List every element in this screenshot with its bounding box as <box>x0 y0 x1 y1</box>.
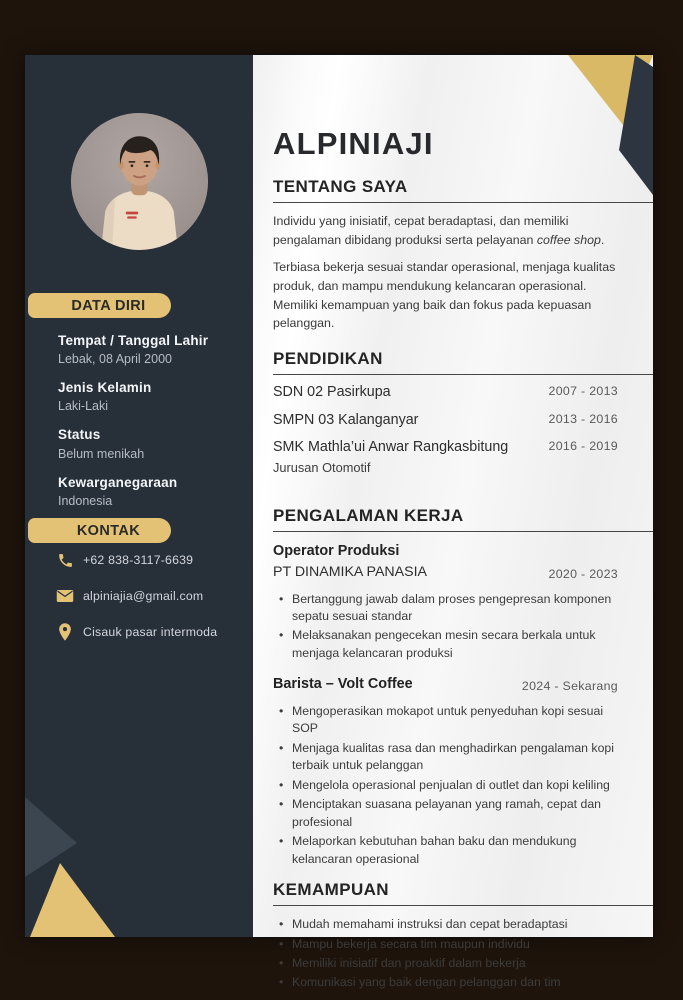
about-paragraph-1: Individu yang inisiatif, cepat beradaptasi, dan memiliki pengalaman dibidang produksi serta pelayanan coffee shop. <box>273 214 605 247</box>
section-heading: TENTANG SAYA <box>273 177 653 203</box>
job-company: PT DINAMIKA PANASIA <box>273 564 428 581</box>
school-name: SMPN 03 Kalanganyar <box>273 411 419 428</box>
detail-value: Lebak, 08 April 2000 <box>58 352 172 367</box>
school-major: Jurusan Otomotif <box>273 460 371 476</box>
detail-label: Kewarganegaraan <box>58 474 178 490</box>
contact-value: Cisauk pasar intermoda <box>83 625 218 639</box>
detail-value: Belum menikah <box>58 446 145 461</box>
contact-item <box>55 550 240 570</box>
sidebar <box>25 55 253 937</box>
contact-value: alpiniajia@gmail.com <box>83 589 204 603</box>
page-title: ALPINIAJI <box>273 126 434 161</box>
section-pengalaman-kerja <box>273 506 618 868</box>
education-years: 2016 - 2019 <box>548 439 618 454</box>
section-kemampuan <box>273 880 618 992</box>
job-bullet: • Mengoperasikan mokapot untuk penyeduhan kopi sesuai SOP <box>273 703 618 738</box>
skill-bullet: • Komunikasi yang baik dengan pelanggan dan tim <box>273 974 618 991</box>
job-entry <box>273 675 618 868</box>
school-name: SMK Mathla’ui Anwar Rangkasbitung <box>273 439 509 456</box>
school-name: SDN 02 Pasirkupa <box>273 383 391 400</box>
section-tentang-saya <box>273 177 618 333</box>
job-bullet-list <box>273 591 618 663</box>
resume-page <box>25 55 653 990</box>
detail-label: Tempat / Tanggal Lahir <box>58 333 209 348</box>
skill-bullet: • Memiliki inisiatif dan proaktif dalam bekerja <box>273 955 618 972</box>
personal-detail-item <box>58 427 238 461</box>
job-bullet: • Mengelola operasional penjualan di outlet dan kopi keliling <box>273 777 618 794</box>
contact-value: +62 838-3117-6639 <box>83 553 194 567</box>
job-years: 2020 - 2023 <box>548 566 618 581</box>
contact-item <box>55 622 240 642</box>
about-paragraph-2: Terbiasa bekerja sesuai standar operasional, menjaga kualitas produk, dan mampu mendukung kelancaran operasional. Memiliki kemampuan yang baik dan fokus pada kepuasan pelanggan. <box>273 260 616 331</box>
person-portrait-illustration <box>71 113 208 250</box>
education-entry <box>273 439 618 475</box>
education-list <box>273 384 618 476</box>
job-role: Operator Produksi <box>273 543 400 560</box>
skill-bullet-list <box>273 916 618 992</box>
profile-photo <box>71 113 208 250</box>
job-bullet: • Melaksanakan pengecekan mesin secara berkala untuk menjaga kelancaran produksi <box>273 627 618 662</box>
contact-list <box>55 550 240 658</box>
personal-detail-item <box>58 475 238 509</box>
job-entry <box>273 542 618 662</box>
job-bullet: • Melaporkan kebutuhan bahan baku dan mendukung kelancaran operasional <box>273 833 618 868</box>
job-bullet: • Bertanggung jawab dalam proses pengepresan komponen sepatu sesuai standar <box>273 591 618 626</box>
job-bullet: • Menciptakan suasana pelayanan yang ramah, cepat dan profesional <box>273 796 618 831</box>
education-years: 2013 - 2016 <box>548 411 618 426</box>
location-pin-icon <box>55 622 75 642</box>
corner-triangles-decoration <box>25 792 125 937</box>
skill-bullet: • Mampu bekerja secara tim maupun individu <box>273 936 618 953</box>
education-years: 2007 - 2013 <box>548 383 618 398</box>
detail-label: Jenis Kelamin <box>58 380 152 396</box>
job-role: Barista – Volt Coffee <box>273 676 413 693</box>
mail-icon <box>55 586 75 606</box>
contact-item <box>55 586 240 606</box>
detail-value: Indonesia <box>58 493 113 508</box>
section-heading: PENGALAMAN KERJA <box>273 506 653 532</box>
skill-bullet: • Mudah memahami instruksi dan cepat beradaptasi <box>273 916 618 933</box>
section-heading: KEMAMPUAN <box>273 880 653 906</box>
kontak-heading-label: KONTAK <box>76 522 141 539</box>
section-heading: PENDIDIKAN <box>273 349 653 375</box>
detail-value: Laki-Laki <box>58 399 109 414</box>
section-pendidikan <box>273 349 618 476</box>
education-entry <box>273 384 618 402</box>
kontak-heading <box>28 518 171 543</box>
data-diri-heading-label: DATA DIRI <box>71 297 146 314</box>
education-entry <box>273 412 618 430</box>
phone-icon <box>55 550 75 570</box>
job-bullet-list <box>273 703 618 868</box>
detail-label: Status <box>58 427 101 443</box>
main-content <box>253 55 653 990</box>
personal-details-list <box>58 333 238 522</box>
data-diri-heading <box>28 293 171 318</box>
job-list <box>273 542 618 868</box>
personal-detail-item <box>58 333 238 367</box>
personal-detail-item <box>58 380 238 414</box>
job-bullet: • Menjaga kualitas rasa dan menghadirkan pengalaman kopi terbaik untuk pelanggan <box>273 740 618 775</box>
job-years: 2024 - Sekarang <box>521 679 618 694</box>
